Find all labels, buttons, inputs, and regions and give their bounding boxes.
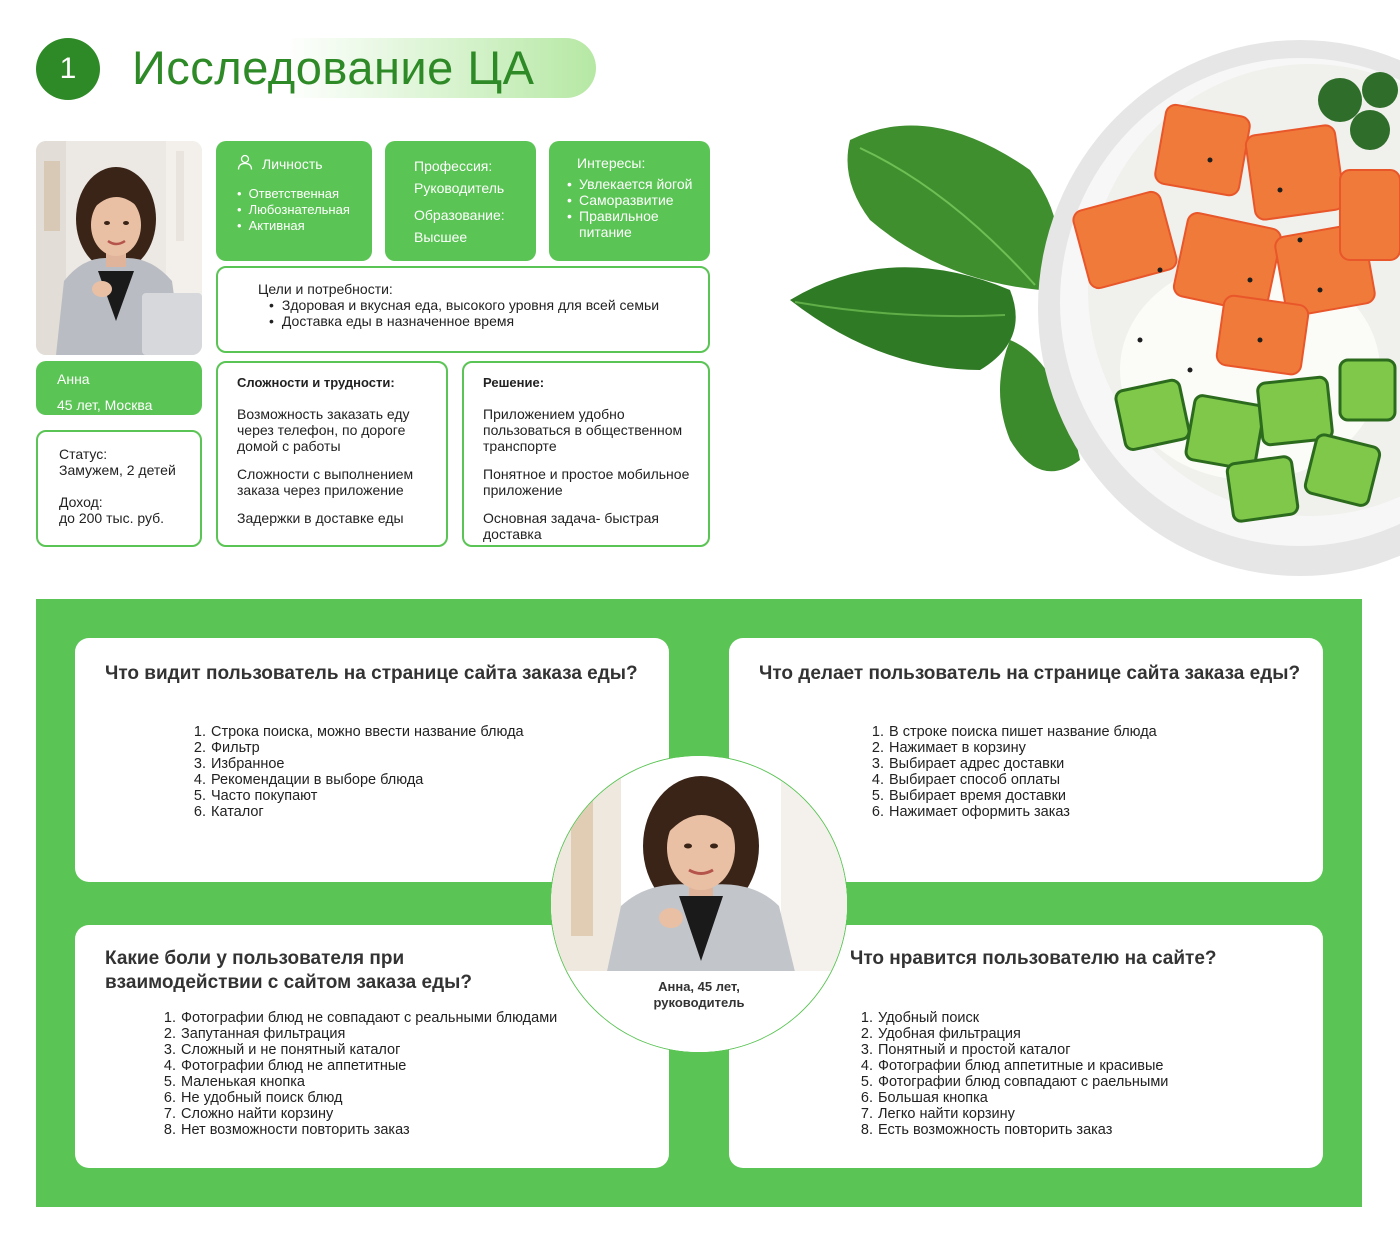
persona-photo (36, 141, 202, 355)
page-title: Исследование ЦА (132, 41, 535, 94)
list-item: 1. Фотографии блюд не совпадают с реальными блюдами (163, 1010, 558, 1026)
poke-bowl-image (780, 40, 1400, 580)
income-value: до 200 тыс. руб. (59, 510, 165, 526)
goals-card (216, 266, 710, 353)
list-item: 1. Строка поиска, можно ввести название блюда (193, 724, 524, 740)
does-list (866, 724, 1157, 820)
profession-label: Профессия: (414, 158, 493, 174)
does-title: Что делает пользователь на странице сайта заказа еды? (759, 663, 1301, 684)
list-item: 6. Каталог (193, 804, 264, 820)
list-item: • Любознательная (237, 202, 372, 218)
sees-list (188, 724, 524, 820)
list-item: • Активная (237, 218, 372, 234)
list-item: • Ответственная (237, 186, 372, 202)
list-item: 3. Сложный и не понятный каталог (163, 1042, 401, 1058)
personality-card (216, 141, 372, 261)
list-item: 8. Есть возможность повторить заказ (860, 1122, 1113, 1138)
likes-list (855, 1010, 1168, 1138)
list-item: 1. Удобный поиск (860, 1010, 980, 1026)
list-item: • Здоровая и вкусная еда, высокого уровня для всей семьи (269, 297, 708, 313)
status-value: Замужем, 2 детей (59, 462, 176, 478)
persona-name: Анна (57, 371, 90, 387)
goals-list (269, 297, 708, 329)
list-item: 4. Выбирает способ оплаты (871, 772, 1061, 788)
difficulty-item: Сложности с выполнением заказа через приложение (237, 466, 414, 498)
difficulties-title: Сложности и трудности: (237, 375, 395, 390)
section-number-badge: 1 (36, 38, 100, 100)
list-item: • Увлекается йогой (565, 176, 710, 192)
persona-caption: Анна, 45 лет, руководитель (653, 979, 745, 1010)
list-item: 4. Фотографии блюд аппетитные и красивые (860, 1058, 1164, 1074)
profession-value: Руководитель (414, 180, 505, 196)
list-item: 6. Не удобный поиск блюд (163, 1090, 343, 1106)
status-card (36, 430, 202, 547)
difficulty-item: Задержки в доставке еды (237, 510, 404, 526)
list-item: 3. Избранное (193, 756, 285, 772)
pains-list (158, 1010, 557, 1138)
income-label: Доход: (59, 494, 103, 510)
list-item: 1. В строке поиска пишет название блюда (871, 724, 1157, 740)
list-item: • Доставка еды в назначенное время (269, 313, 708, 329)
list-item: • Саморазвитие (565, 192, 710, 208)
persona-age-city: 45 лет, Москва (57, 397, 153, 413)
list-item: 8. Нет возможности повторить заказ (163, 1122, 410, 1138)
user-icon (237, 154, 253, 173)
list-item: • Правильное питание (565, 208, 710, 240)
interests-title: Интересы: (577, 155, 646, 171)
personality-list (237, 186, 372, 234)
list-item: 3. Понятный и простой каталог (860, 1042, 1071, 1058)
list-item: 7. Легко найти корзину (860, 1106, 1015, 1122)
likes-title: Что нравится пользователю на сайте? (850, 948, 1217, 969)
education-value: Высшее (414, 229, 468, 245)
persona-name-card (36, 361, 202, 415)
list-item: 4. Фотографии блюд не аппетитные (163, 1058, 407, 1074)
interests-card (549, 141, 710, 261)
list-item: 5. Маленькая кнопка (163, 1074, 305, 1090)
solution-item: Приложением удобно пользоваться в общественном транспорте (483, 406, 683, 454)
difficulties-card (216, 361, 448, 547)
list-item: 2. Нажимает в корзину (871, 740, 1026, 756)
list-item: 2. Фильтр (193, 740, 260, 756)
sees-title: Что видит пользователь на странице сайта заказа еды? (105, 663, 638, 684)
list-item: 6. Нажимает оформить заказ (871, 804, 1070, 820)
education-label: Образование: (414, 207, 505, 223)
list-item: 4. Рекомендации в выборе блюда (193, 772, 424, 788)
list-item: 2. Запутанная фильтрация (163, 1026, 346, 1042)
list-item: 5. Выбирает время доставки (871, 788, 1067, 804)
personality-title: Личность (262, 155, 323, 172)
solution-item: Основная задача- быстрая доставка (483, 510, 659, 542)
list-item: 5. Фотографии блюд совпадают с раельными (860, 1074, 1169, 1090)
pains-title: Какие боли у пользователя при взаимодействии с сайтом заказа еды? (105, 948, 472, 993)
solution-item: Понятное и простое мобильное приложение (483, 466, 690, 498)
list-item: 5. Часто покупают (193, 788, 318, 804)
goals-title: Цели и потребности: (258, 281, 393, 297)
list-item: 2. Удобная фильтрация (860, 1026, 1021, 1042)
solution-card (462, 361, 710, 547)
status-label: Статус: (59, 446, 108, 462)
solution-title: Решение: (483, 375, 545, 390)
list-item: 7. Сложно найти корзину (163, 1106, 334, 1122)
interests-list (565, 176, 710, 240)
difficulty-item: Возможность заказать еду через телефон, по дороге домой с работы (237, 406, 410, 454)
list-item: 3. Выбирает адрес доставки (871, 756, 1065, 772)
persona-circle (550, 755, 848, 1053)
list-item: 6. Большая кнопка (860, 1090, 988, 1106)
profession-card (385, 141, 536, 261)
